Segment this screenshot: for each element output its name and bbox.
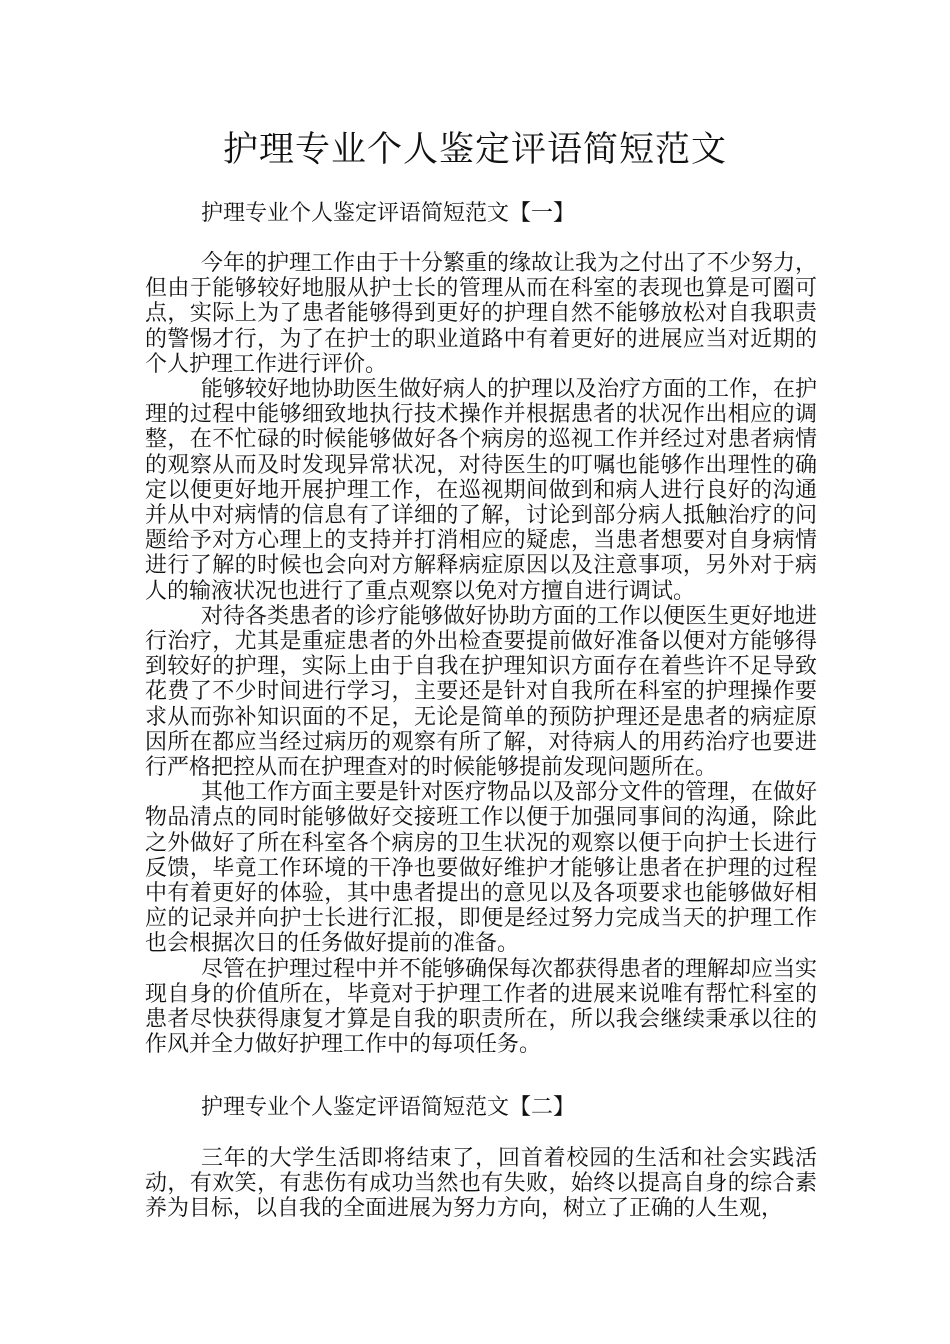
section-heading-1: 护理专业个人鉴定评语简短范文【一】 — [201, 201, 576, 226]
paragraph: 今年的护理工作由于十分繁重的缘故让我为之付出了不少努力，但由于能够较好地服从护士长的管理从而在科室的表现也算是可圈可点，实际上为了患者能够得到更好的护理自然不能够放松对自我职责的警惕才行，为了在护士的职业道路中有着更好的进展应当对近期的个人护理工作进行评价。 — [145, 251, 818, 377]
section-1-body — [145, 251, 817, 1058]
section-heading-2: 护理专业个人鉴定评语简短范文【二】 — [201, 1095, 576, 1120]
paragraph: 对待各类患者的诊疗能够做好协助方面的工作以便医生更好地进行治疗，尤其是重症患者的外出检查要提前做好准备以便对方能够得到较好的护理，实际上由于自我在护理知识方面存在着些许不足导致花费了不少时间进行学习，主要还是针对自我所在科室的护理操作要求从而弥补知识面的不足，无论是简单的预防护理还是患者的病症原因所在都应当经过病历的观察有所了解，对待病人的用药治疗也要进行严格把控从而在护理查对的时候能够提前发现问题所在。 — [145, 603, 818, 781]
paragraph: 三年的大学生活即将结束了，回首着校园的生活和社会实践活动，有欢笑，有悲伤有成功当然也有失败，始终以提高自身的综合素养为目标，以自我的全面进展为努力方向，树立了正确的人生观， — [145, 1146, 817, 1222]
paragraph: 能够较好地协助医生做好病人的护理以及治疗方面的工作，在护理的过程中能够细致地执行技术操作并根据患者的状况作出相应的调整，在不忙碌的时候能够做好各个病房的巡视工作并经过对患者病情的观察从而及时发现异常状况，对待医生的叮嘱也能够作出理性的确定以便更好地开展护理工作，在巡视期间做到和病人进行良好的沟通并从中对病情的信息有了详细的了解，讨论到部分病人抵触治疗的问题给予对方心理上的支持并打消相应的疑虑，当患者想要对自身病情进行了解的时候也会向对方解释病症原因以及注意事项，另外对于病人的输液状况也进行了重点观察以免对方擅自进行调试。 — [145, 377, 818, 604]
paragraph: 尽管在护理过程中并不能够确保每次都获得患者的理解却应当实现自身的价值所在，毕竟对于护理工作者的进展来说唯有帮忙科室的患者尽快获得康复才算是自我的职责所在，所以我会继续秉承以往的作风并全力做好护理工作中的每项任务。 — [145, 956, 818, 1058]
section-2-body — [145, 1146, 817, 1222]
paragraph: 其他工作方面主要是针对医疗物品以及部分文件的管理，在做好物品清点的同时能够做好交接班工作以便于加强同事间的沟通，除此之外做好了所在科室各个病房的卫生状况的观察以便于向护士长进行反馈，毕竟工作环境的干净也要做好维护才能够让患者在护理的过程中有着更好的体验，其中患者提出的意见以及各项要求也能够做好相应的记录并向护士长进行汇报，即便是经过努力完成当天的护理工作也会根据次日的任务做好提前的准备。 — [145, 780, 818, 957]
document-title: 护理专业个人鉴定评语简短范文 — [222, 130, 727, 170]
